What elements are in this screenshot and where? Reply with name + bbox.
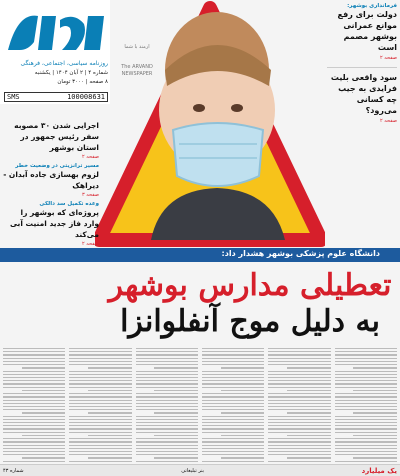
text-line — [69, 438, 131, 439]
text-line — [287, 412, 331, 413]
text-line — [22, 412, 66, 413]
text-line — [202, 451, 264, 452]
text-line — [136, 351, 198, 352]
text-line — [136, 428, 198, 429]
text-line — [136, 416, 198, 417]
text-line — [335, 400, 397, 401]
text-line — [202, 461, 264, 462]
text-line — [3, 358, 65, 359]
text-line — [3, 377, 65, 378]
text-line — [136, 383, 198, 384]
text-line — [136, 374, 198, 375]
text-line — [69, 400, 131, 401]
text-line — [22, 367, 66, 368]
text-line — [69, 425, 131, 426]
text-line — [136, 358, 198, 359]
text-line — [202, 358, 264, 359]
text-line — [3, 393, 65, 394]
text-line — [353, 457, 397, 458]
text-line — [268, 364, 330, 365]
text-line — [268, 419, 330, 420]
text-line — [202, 400, 264, 401]
text-line — [353, 435, 397, 436]
text-line — [268, 377, 330, 378]
text-line — [335, 393, 397, 394]
text-line — [69, 374, 131, 375]
sms-label: SMS — [7, 93, 20, 101]
text-line — [268, 416, 330, 417]
text-line — [69, 377, 131, 378]
story-headline[interactable]: دولت برای رفع موانع عمرانی بوشهر مصمم است — [337, 10, 397, 52]
text-line — [136, 461, 198, 462]
text-line — [268, 351, 330, 352]
text-line — [69, 445, 131, 446]
text-line — [69, 351, 131, 352]
text-line — [3, 448, 65, 449]
text-column — [335, 348, 397, 462]
text-line — [136, 425, 198, 426]
text-line — [202, 354, 264, 355]
text-line — [3, 419, 65, 420]
text-line — [69, 428, 131, 429]
text-line — [69, 441, 131, 442]
text-line — [335, 461, 397, 462]
text-line — [69, 383, 131, 384]
hero-warning-image — [95, 0, 325, 250]
body-text-columns — [0, 348, 400, 462]
divider — [327, 67, 397, 68]
text-line — [202, 348, 264, 349]
text-line — [268, 454, 330, 455]
text-line — [69, 348, 131, 349]
text-line — [3, 371, 65, 372]
text-line — [268, 374, 330, 375]
text-line — [202, 409, 264, 410]
main-headline-line-2: به دلیل موج آنفلوانزا — [120, 304, 380, 339]
text-line — [335, 371, 397, 372]
text-line — [268, 445, 330, 446]
text-line — [69, 416, 131, 417]
masthead-subtitle: روزنامه سیاسی، اجتماعی، فرهنگی — [20, 60, 108, 67]
text-line — [268, 406, 330, 407]
text-line — [268, 387, 330, 388]
text-line — [335, 454, 397, 455]
text-line — [335, 354, 397, 355]
text-line — [3, 461, 65, 462]
text-line — [335, 448, 397, 449]
text-column — [3, 348, 65, 462]
text-line — [268, 358, 330, 359]
text-line — [136, 445, 198, 446]
text-line — [335, 441, 397, 442]
text-line — [202, 380, 264, 381]
text-line — [69, 387, 131, 388]
text-line — [335, 351, 397, 352]
text-line — [136, 400, 198, 401]
text-line — [3, 383, 65, 384]
text-column — [136, 348, 198, 462]
text-line — [136, 448, 198, 449]
text-line — [3, 422, 65, 423]
text-line — [88, 457, 132, 458]
story-kicker: مسیر ترانزیتی در وضعیت خطر — [15, 163, 99, 169]
text-line — [136, 409, 198, 410]
text-line — [88, 367, 132, 368]
text-line — [268, 393, 330, 394]
text-line — [136, 361, 198, 362]
text-line — [268, 425, 330, 426]
text-line — [69, 393, 131, 394]
text-line — [88, 412, 132, 413]
text-line — [3, 445, 65, 446]
text-line — [136, 380, 198, 381]
text-line — [335, 432, 397, 433]
text-line — [3, 403, 65, 404]
text-line — [88, 390, 132, 391]
text-line — [69, 403, 131, 404]
text-line — [202, 454, 264, 455]
text-line — [335, 348, 397, 349]
text-line — [3, 354, 65, 355]
text-line — [69, 454, 131, 455]
text-line — [69, 448, 131, 449]
text-line — [3, 441, 65, 442]
text-line — [202, 432, 264, 433]
text-line — [69, 364, 131, 365]
text-column — [69, 348, 131, 462]
text-line — [268, 396, 330, 397]
text-line — [287, 435, 331, 436]
text-line — [268, 451, 330, 452]
text-line — [3, 374, 65, 375]
page-ref: صفحه ۲ — [82, 241, 99, 247]
text-line — [69, 371, 131, 372]
text-line — [335, 380, 397, 381]
text-line — [268, 422, 330, 423]
text-line — [202, 428, 264, 429]
text-line — [335, 374, 397, 375]
text-line — [3, 348, 65, 349]
text-line — [335, 358, 397, 359]
text-line — [268, 432, 330, 433]
text-line — [202, 361, 264, 362]
text-line — [221, 412, 265, 413]
text-line — [202, 396, 264, 397]
text-line — [221, 367, 265, 368]
text-line — [22, 457, 66, 458]
text-line — [221, 390, 265, 391]
text-line — [268, 448, 330, 449]
text-line — [136, 396, 198, 397]
text-line — [353, 390, 397, 391]
page-ref: صفحه ۳ — [82, 192, 99, 198]
text-line — [335, 396, 397, 397]
text-line — [202, 438, 264, 439]
text-line — [136, 371, 198, 372]
text-line — [335, 403, 397, 404]
text-line — [3, 406, 65, 407]
text-line — [268, 383, 330, 384]
text-line — [202, 403, 264, 404]
text-line — [69, 380, 131, 381]
page-ref: صفحه ۲ — [82, 154, 99, 160]
text-line — [202, 416, 264, 417]
text-line — [287, 367, 331, 368]
text-line — [154, 435, 198, 436]
masthead — [0, 0, 110, 104]
text-line — [202, 406, 264, 407]
text-line — [335, 451, 397, 452]
text-line — [154, 457, 198, 458]
text-line — [335, 445, 397, 446]
text-line — [136, 354, 198, 355]
story-headline[interactable]: سود واقعی بلیت فرایدی به جیب چه کسانی می‌رود؟ — [330, 73, 397, 115]
text-line — [268, 438, 330, 439]
text-line — [3, 454, 65, 455]
text-line — [268, 409, 330, 410]
text-line — [3, 425, 65, 426]
text-line — [202, 445, 264, 446]
text-line — [202, 448, 264, 449]
text-line — [3, 387, 65, 388]
text-line — [136, 406, 198, 407]
sms-box — [4, 92, 108, 102]
text-line — [69, 409, 131, 410]
brand-en: The ARVAND NEWSPAPER — [121, 64, 153, 77]
text-line — [268, 441, 330, 442]
text-line — [268, 361, 330, 362]
text-column — [268, 348, 330, 462]
bottom-strip — [0, 464, 400, 476]
text-line — [136, 441, 198, 442]
text-line — [69, 461, 131, 462]
supra-headline: دانشگاه علوم پزشکی بوشهر هشدار داد: — [221, 249, 380, 258]
text-line — [268, 428, 330, 429]
text-line — [136, 454, 198, 455]
text-line — [202, 364, 264, 365]
text-line — [136, 438, 198, 439]
text-line — [136, 419, 198, 420]
text-line — [3, 432, 65, 433]
text-line — [202, 393, 264, 394]
text-line — [268, 380, 330, 381]
text-line — [287, 457, 331, 458]
text-line — [88, 435, 132, 436]
text-line — [3, 438, 65, 439]
text-line — [202, 419, 264, 420]
text-line — [154, 390, 198, 391]
text-line — [335, 425, 397, 426]
text-line — [335, 377, 397, 378]
text-line — [221, 457, 265, 458]
brand-fa: ارمند با شما — [124, 44, 150, 50]
text-line — [202, 422, 264, 423]
text-line — [154, 367, 198, 368]
text-line — [3, 428, 65, 429]
bottom-left-text: یک میلیارد — [361, 466, 397, 475]
issue-line-1: شماره ۴ | ۲ آبان ۱۴۰۴ | یکشنبه — [34, 70, 108, 76]
text-line — [202, 383, 264, 384]
text-line — [154, 412, 198, 413]
text-line — [69, 451, 131, 452]
text-line — [136, 393, 198, 394]
text-line — [335, 361, 397, 362]
text-line — [335, 409, 397, 410]
text-line — [3, 409, 65, 410]
text-line — [202, 377, 264, 378]
bottom-right-text: شماره ۴۳ — [3, 467, 24, 474]
text-line — [136, 403, 198, 404]
text-line — [353, 412, 397, 413]
text-line — [268, 371, 330, 372]
story-headline[interactable]: لزوم بهسازی جاده آبدان - دیراهک — [3, 170, 99, 190]
text-line — [335, 416, 397, 417]
text-line — [69, 406, 131, 407]
left-column — [0, 120, 102, 250]
text-line — [69, 354, 131, 355]
text-line — [3, 400, 65, 401]
text-line — [69, 419, 131, 420]
text-line — [268, 400, 330, 401]
text-line — [202, 351, 264, 352]
text-line — [3, 380, 65, 381]
text-line — [136, 422, 198, 423]
page-ref: صفحه ۲ — [380, 118, 397, 124]
text-line — [202, 387, 264, 388]
text-line — [136, 377, 198, 378]
text-line — [268, 354, 330, 355]
right-column — [325, 0, 400, 255]
text-line — [22, 435, 66, 436]
bottom-mid-text: بنر تبلیغاتی — [181, 467, 205, 474]
text-line — [69, 358, 131, 359]
text-line — [3, 396, 65, 397]
text-line — [202, 371, 264, 372]
page-ref: صفحه ۲ — [380, 55, 397, 61]
text-line — [335, 406, 397, 407]
newspaper-logo — [4, 6, 108, 58]
text-line — [136, 432, 198, 433]
text-line — [3, 364, 65, 365]
main-headline[interactable] — [100, 268, 400, 340]
text-line — [353, 367, 397, 368]
text-line — [136, 451, 198, 452]
text-line — [268, 461, 330, 462]
text-line — [335, 428, 397, 429]
text-line — [202, 374, 264, 375]
text-line — [287, 390, 331, 391]
issue-line-2: ۸ صفحه | ۳۰۰۰ تومان — [57, 79, 108, 85]
text-line — [268, 403, 330, 404]
text-line — [3, 416, 65, 417]
story-kicker: فرمانداری بوشهر: — [347, 3, 397, 9]
text-line — [3, 451, 65, 452]
text-column — [202, 348, 264, 462]
text-line — [335, 438, 397, 439]
text-line — [69, 422, 131, 423]
text-line — [136, 348, 198, 349]
text-line — [136, 364, 198, 365]
text-line — [335, 422, 397, 423]
text-line — [268, 348, 330, 349]
text-line — [69, 361, 131, 362]
story-kicker: وعده تکمیل سد دالکی — [39, 201, 99, 207]
text-line — [22, 390, 66, 391]
text-line — [69, 432, 131, 433]
story-headline[interactable]: اجرایی شدن ۳۰ مصوبه سفر رئیس جمهور در استان بوشهر — [14, 121, 99, 152]
main-headline-line-1: تعطیلی مدارس بوشهر — [108, 268, 392, 303]
text-line — [335, 364, 397, 365]
text-line — [136, 387, 198, 388]
text-line — [335, 383, 397, 384]
text-line — [202, 441, 264, 442]
sms-number: 100008631 — [67, 93, 105, 101]
text-line — [3, 351, 65, 352]
text-line — [69, 396, 131, 397]
text-line — [221, 435, 265, 436]
text-line — [335, 419, 397, 420]
text-line — [3, 361, 65, 362]
story-headline[interactable]: پروژه‌ای که بوشهر را وارد فاز جدید امنیت آبی می‌کند — [9, 208, 99, 239]
text-line — [202, 425, 264, 426]
text-line — [335, 387, 397, 388]
